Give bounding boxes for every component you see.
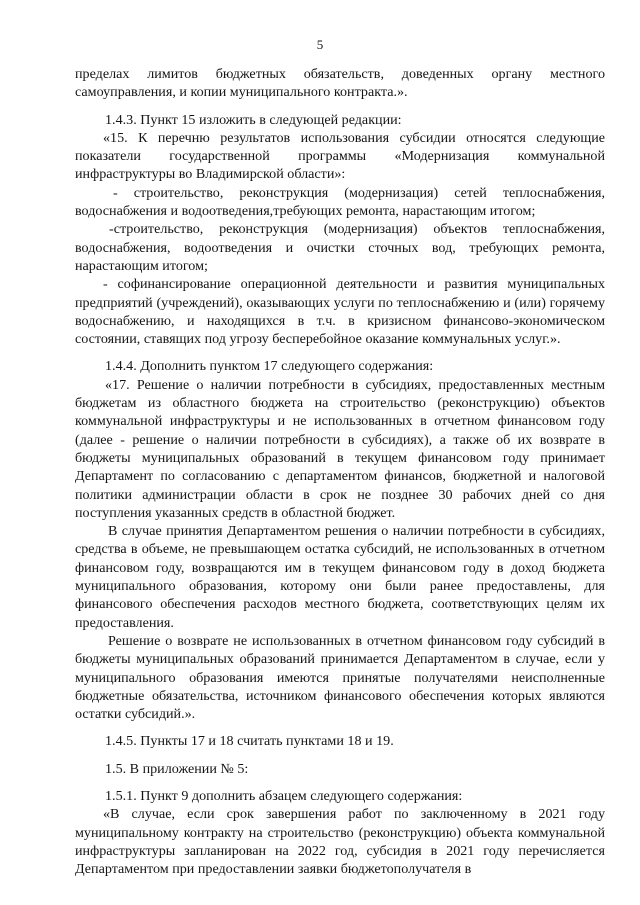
paragraph-contract-2021: «В случае, если срок завершения работ по заключенному в 2021 году муниципальному контракту на строительство (реконструкцию) объекта коммунальной инфраструктуры запланирован на 2022 год, субсидия в 2021 году перечисляется Департаментом при предоставлении заявки бюджетополучателя в	[75, 806, 605, 878]
paragraph-item-17: «17. Решение о наличии потребности в субсидиях, предоставленных местным бюджетам из областного бюджета на строительство (реконструкцию) объектов коммунальной инфраструктуры и не использованных в отчетном финансовом году (далее - решение о наличии потребности в субсидиях), а также об их возврате в бюджеты муниципальных образований в текущем финансовом году принимает Департамент по согласованию с департаментом финансов, бюджетной и налоговой политики администрации области в срок не позднее 30 рабочих дней со дня поступления указанных средств в областной бюджет.	[75, 376, 605, 521]
page-number: 5	[316, 37, 324, 52]
document-body	[75, 65, 605, 878]
paragraph-1-5-1: 1.5.1. Пункт 9 дополнить абзацем следующего содержания:	[105, 787, 463, 804]
paragraph-return-decision: Решение о возврате не использованных в отчетном финансовом году субсидий в бюджеты муниципальных образований принимается Департаментом в случае, если у муниципального образования имеются принятые получателями неисполненные бюджетные обязательства, источником финансового обеспечения которых являются остатки субсидий.».	[75, 632, 605, 723]
paragraph-1-4-4-heading: 1.4.4. Дополнить пунктом 17 следующего содержания:	[105, 358, 434, 375]
paragraph-1-4-5: 1.4.5. Пункты 17 и 18 считать пунктами 18 и 19.	[105, 733, 394, 750]
bullet-networks: - строительство, реконструкция (модернизация) сетей теплоснабжения, водоснабжения и водоотведения,требующих ремонта, нарастающим итогом;	[75, 184, 605, 220]
bullet-cofinancing: - софинансирование операционной деятельности и развития муниципальных предприятий (учреждений), оказывающих услуги по теплоснабжению и (или) горячему водоснабжению, и находящихся в т.ч. в кризисном финансово-экономическом состоянии, ставящих под угрозу бесперебойное оказание коммунальных услуг.».	[75, 276, 605, 348]
paragraph-1-4-3-heading: 1.4.3. Пункт 15 изложить в следующей редакции:	[105, 111, 402, 128]
paragraph-item-15: «15. К перечню результатов использования субсидии относятся следующие показатели государственной программы «Модернизация коммунальной инфраструктуры во Владимирской области»:	[75, 129, 605, 183]
paragraph-continuation: пределах лимитов бюджетных обязательств, доведенных органу местного самоуправления, и копии муниципального контракта.».	[75, 66, 605, 101]
paragraph-return-case: В случае принятия Департаментом решения о наличии потребности в субсидиях, средства в объеме, не превышающем остатка субсидий, не использованных в отчетном финансовом году, возвращаются им в текущем финансовом году в доход бюджета муниципального образования, которому они были ранее предоставлены, для финансового обеспечения расходов местного бюджета, соответствующих целям их предоставления.	[75, 523, 605, 631]
bullet-objects: -строительство, реконструкция (модернизация) объектов теплоснабжения, водоснабжения, водоотведения и очистки сточных вод, требующих ремонта, нарастающим итогом;	[75, 221, 605, 274]
paragraph-1-5: 1.5. В приложении № 5:	[105, 760, 249, 777]
